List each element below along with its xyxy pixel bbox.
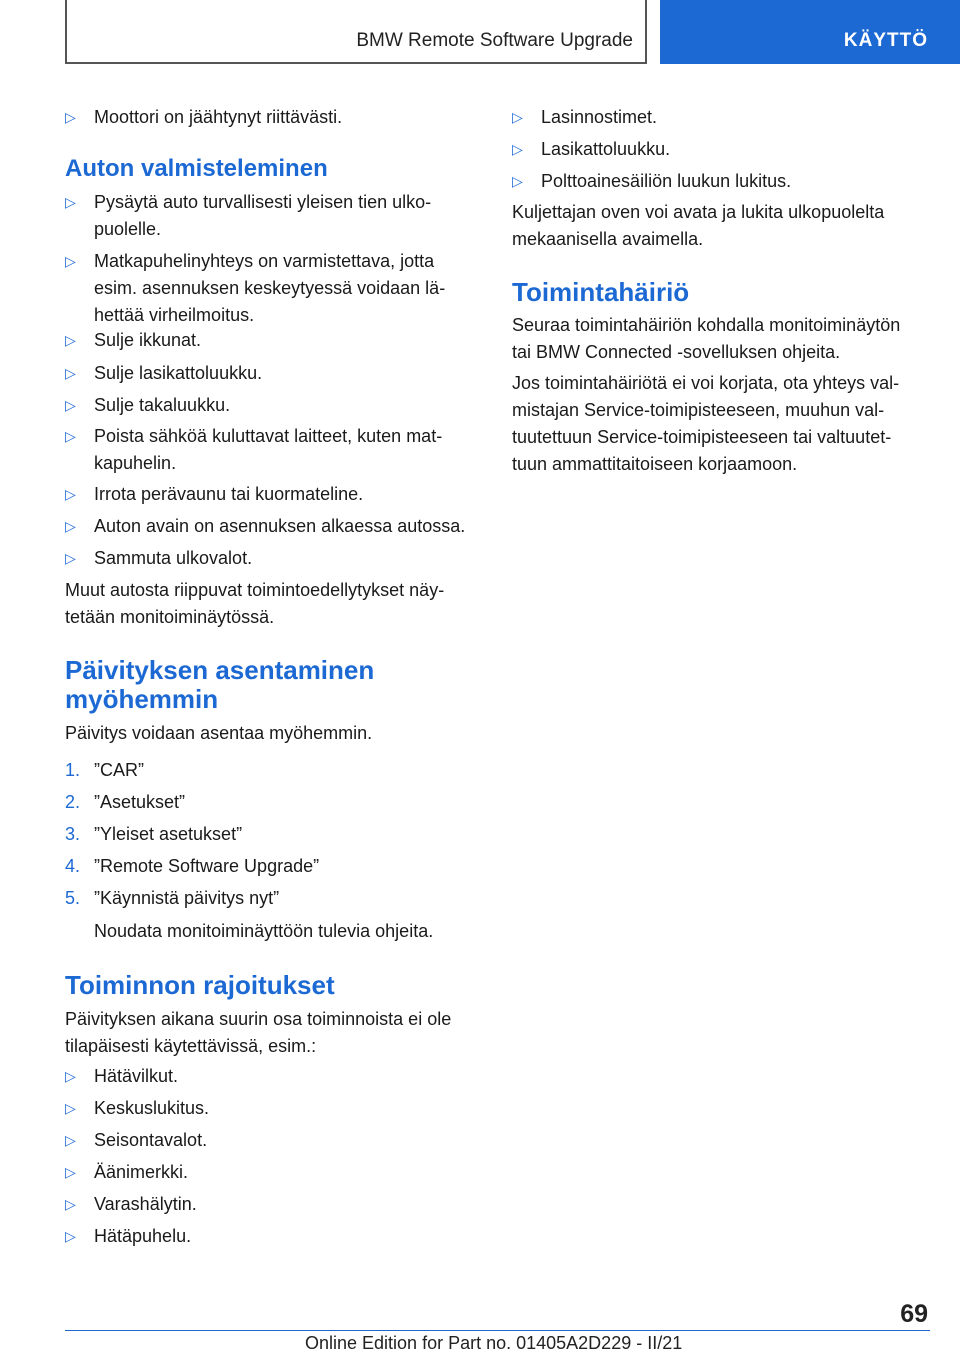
bullet-text-line: Seisontavalot. [94,1130,208,1150]
bullet-text-line: puolelle. [94,219,162,239]
section-tab-label: KÄYTTÖ [843,30,928,51]
section-heading: myöhemmin [65,684,219,714]
body-text: Kuljettajan oven voi avata ja lukita ulkopuolelta [512,202,885,222]
section-heading: Päivityksen asentaminen [65,655,375,685]
bullet-triangle-icon: ▷ [65,397,76,413]
bullet-text-line: Lasikattoluukku. [541,139,671,159]
header-title-box [65,0,647,64]
bullet-triangle-icon: ▷ [65,1228,76,1244]
bullet-text-line: Äänimerkki. [94,1162,189,1182]
bullet-triangle-icon: ▷ [65,1100,76,1116]
footer-divider [65,1330,930,1331]
bullet-text-line: Hätäpuhelu. [94,1226,192,1246]
bullet-text-line: Keskuslukitus. [94,1098,210,1118]
bullet-text-line: Lasinnostimet. [541,107,658,127]
body-text: mekaanisella avaimella. [512,229,704,249]
bullet-triangle-icon: ▷ [512,141,523,157]
page-number: 69 [900,1300,928,1328]
step-number: 1. [65,760,81,780]
header-title: BMW Remote Software Upgrade [356,30,633,51]
step-number: 4. [65,856,81,876]
body-text: tuutettuun Service-toimipisteeseen tai valtuutet- [512,427,892,447]
bullet-triangle-icon: ▷ [512,109,523,125]
footer-edition-text: Online Edition for Part no. 01405A2D229 - II/21 [305,1333,683,1353]
step-number: 3. [65,824,81,844]
bullet-triangle-icon: ▷ [65,518,76,534]
bullet-triangle-icon: ▷ [65,1196,76,1212]
bullet-triangle-icon: ▷ [65,1164,76,1180]
section-tab[interactable] [660,0,960,64]
bullet-triangle-icon: ▷ [65,194,76,210]
bullet-triangle-icon: ▷ [512,173,523,189]
step-followup-text: Noudata monitoiminäyttöön tulevia ohjeita. [94,921,434,941]
bullet-text-line: Sammuta ulkovalot. [94,548,253,568]
bullet-text-line: Varashälytin. [94,1194,197,1214]
bullet-triangle-icon: ▷ [65,1068,76,1084]
bullet-text-line: Hätävilkut. [94,1066,179,1086]
bullet-triangle-icon: ▷ [65,365,76,381]
section-heading: Toiminnon rajoitukset [65,970,335,1000]
body-text: tilapäisesti käytettävissä, esim.: [65,1036,317,1056]
body-text: tai BMW Connected -sovelluksen ohjeita. [512,342,841,362]
bullet-text-line: hettää virheilmoitus. [94,305,255,325]
section-heading: Auton valmisteleminen [65,155,328,182]
body-text: Seuraa toimintahäiriön kohdalla monitoiminäytön [512,315,901,335]
bullet-text-line: Moottori on jäähtynyt riittävästi. [94,107,343,127]
bullet-triangle-icon: ▷ [65,332,76,348]
body-text: mistajan Service-toimipisteeseen, muuhun val- [512,400,885,420]
bullet-triangle-icon: ▷ [65,253,76,269]
body-text: tuun ammattitaitoiseen korjaamoon. [512,454,798,474]
step-number: 2. [65,792,81,812]
bullet-text-line: Polttoainesäiliön luukun lukitus. [541,171,792,191]
step-text: ”Yleiset asetukset” [94,824,243,844]
body-text: Päivitys voidaan asentaa myöhemmin. [65,723,373,743]
step-text: ”Remote Software Upgrade” [94,856,320,876]
bullet-text-line: Auton avain on asennuksen alkaessa autossa. [94,516,466,536]
bullet-text-line: esim. asennuksen keskeytyessä voidaan lä- [94,278,446,298]
bullet-text-line: Sulje ikkunat. [94,330,202,350]
step-text: ”Asetukset” [94,792,186,812]
step-number: 5. [65,888,81,908]
bullet-text-line: Irrota perävaunu tai kuormateline. [94,484,364,504]
bullet-text-line: Poista sähköä kuluttavat laitteet, kuten mat- [94,426,443,446]
bullet-text-line: Sulje takaluukku. [94,395,231,415]
bullet-triangle-icon: ▷ [65,1132,76,1148]
step-text: ”CAR” [94,760,144,780]
bullet-text-line: Sulje lasikattoluukku. [94,363,263,383]
section-heading: Toimintahäiriö [512,277,690,307]
bullet-text-line: kapuhelin. [94,453,177,473]
bullet-triangle-icon: ▷ [65,550,76,566]
bullet-text-line: Matkapuhelinyhteys on varmistettava, jotta [94,251,435,271]
body-text: tetään monitoiminäytössä. [65,607,275,627]
body-text: Jos toimintahäiriötä ei voi korjata, ota yhteys val- [512,373,900,393]
body-text: Muut autosta riippuvat toimintoedellytykset näy- [65,580,445,600]
bullet-text-line: Pysäytä auto turvallisesti yleisen tien ulko- [94,192,432,212]
bullet-triangle-icon: ▷ [65,486,76,502]
bullet-triangle-icon: ▷ [65,428,76,444]
body-text: Päivityksen aikana suurin osa toiminnoista ei ole [65,1009,452,1029]
step-text: ”Käynnistä päivitys nyt” [94,888,280,908]
bullet-triangle-icon: ▷ [65,109,76,125]
